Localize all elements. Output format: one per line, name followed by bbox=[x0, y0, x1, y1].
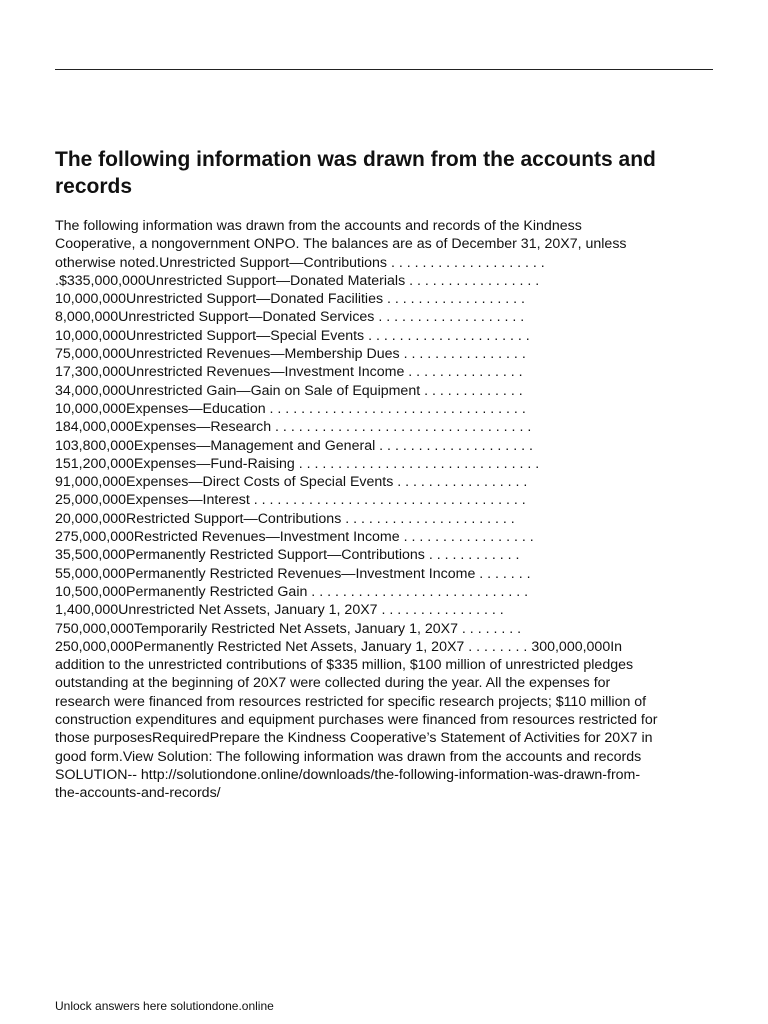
body-line: good form.View Solution: The following information was drawn from the accounts and records bbox=[55, 748, 642, 765]
body-line: Cooperative, a nongovernment ONPO. The balances are as of December 31, 20X7, unless bbox=[55, 236, 627, 253]
body-line: The following information was drawn from the accounts and records of the Kindness bbox=[55, 218, 582, 234]
footer-note: Unlock answers here solutiondone.online bbox=[55, 999, 274, 1013]
body-line: addition to the unrestricted contributions of $335 million, $100 million of unrestricted pledges bbox=[55, 657, 634, 674]
body-line: 10,000,000Unrestricted Support—Donated Facilities . . . . . . . . . . . . . . . . . . bbox=[55, 291, 525, 308]
body-line: 184,000,000Expenses—Research . . . . . . . . . . . . . . . . . . . . . . . . . . . . . . . . . bbox=[55, 419, 532, 436]
body-line: 25,000,000Expenses—Interest . . . . . . . . . . . . . . . . . . . . . . . . . . . . . . . . . . . bbox=[55, 492, 526, 509]
body-line: .$335,000,000Unrestricted Support—Donated Materials . . . . . . . . . . . . . . . . . bbox=[55, 272, 540, 289]
body-line: 34,000,000Unrestricted Gain—Gain on Sale of Equipment . . . . . . . . . . . . . bbox=[55, 382, 523, 399]
body-line: 10,000,000Unrestricted Support—Special Events . . . . . . . . . . . . . . . . . . . . . bbox=[55, 327, 530, 344]
body-line[interactable]: SOLUTION-- http://solutiondone.online/downloads/the-following-information-was-drawn-from- bbox=[55, 766, 641, 783]
body-line: 17,300,000Unrestricted Revenues—Investment Income . . . . . . . . . . . . . . . bbox=[55, 364, 523, 381]
body-line: 275,000,000Restricted Revenues—Investment Income . . . . . . . . . . . . . . . . . bbox=[55, 529, 534, 546]
body-line: 10,500,000Permanently Restricted Gain . . . . . . . . . . . . . . . . . . . . . . . . . . . . bbox=[55, 583, 529, 600]
body-line: outstanding at the beginning of 20X7 were collected during the year. All the expenses for bbox=[55, 675, 611, 692]
body-line: 1,400,000Unrestricted Net Assets, January 1, 20X7 . . . . . . . . . . . . . . . . bbox=[55, 602, 504, 619]
body-line: 103,800,000Expenses—Management and General . . . . . . . . . . . . . . . . . . . . bbox=[55, 437, 533, 454]
body-line: construction expenditures and equipment purchases were financed from resources restricted for bbox=[55, 712, 658, 729]
body-line: 20,000,000Restricted Support—Contributions . . . . . . . . . . . . . . . . . . . . . . bbox=[55, 510, 515, 527]
body-line: 250,000,000Permanently Restricted Net Assets, January 1, 20X7 . . . . . . . . 300,000,000In bbox=[55, 638, 623, 655]
body-line: 55,000,000Permanently Restricted Revenues—Investment Income . . . . . . . bbox=[55, 565, 531, 582]
body-line: 91,000,000Expenses—Direct Costs of Special Events . . . . . . . . . . . . . . . . . bbox=[55, 474, 528, 491]
body-line: otherwise noted.Unrestricted Support—Contributions . . . . . . . . . . . . . . . . . . . . bbox=[55, 254, 545, 271]
body-line: 10,000,000Expenses—Education . . . . . . . . . . . . . . . . . . . . . . . . . . . . . . . . . bbox=[55, 400, 526, 417]
body-line: 35,500,000Permanently Restricted Support—Contributions . . . . . . . . . . . . bbox=[55, 547, 520, 564]
body-line: research were financed from resources restricted for specific research projects; $110 million of bbox=[55, 693, 647, 710]
body-line: 75,000,000Unrestricted Revenues—Membership Dues . . . . . . . . . . . . . . . . bbox=[55, 346, 526, 363]
body-line: 8,000,000Unrestricted Support—Donated Services . . . . . . . . . . . . . . . . . . . bbox=[55, 309, 525, 326]
page-title: The following information was drawn from the accounts and records bbox=[55, 148, 656, 198]
body-line: 750,000,000Temporarily Restricted Net Assets, January 1, 20X7 . . . . . . . . bbox=[55, 620, 522, 637]
body-line[interactable]: the-accounts-and-records/ bbox=[55, 785, 221, 802]
document-body bbox=[55, 217, 720, 803]
body-line: those purposesRequiredPrepare the Kindness Cooperative’s Statement of Activities for 20X7 in bbox=[55, 730, 653, 747]
body-line: 151,200,000Expenses—Fund-Raising . . . . . . . . . . . . . . . . . . . . . . . . . . . . . . . bbox=[55, 455, 540, 472]
top-divider bbox=[55, 69, 713, 70]
